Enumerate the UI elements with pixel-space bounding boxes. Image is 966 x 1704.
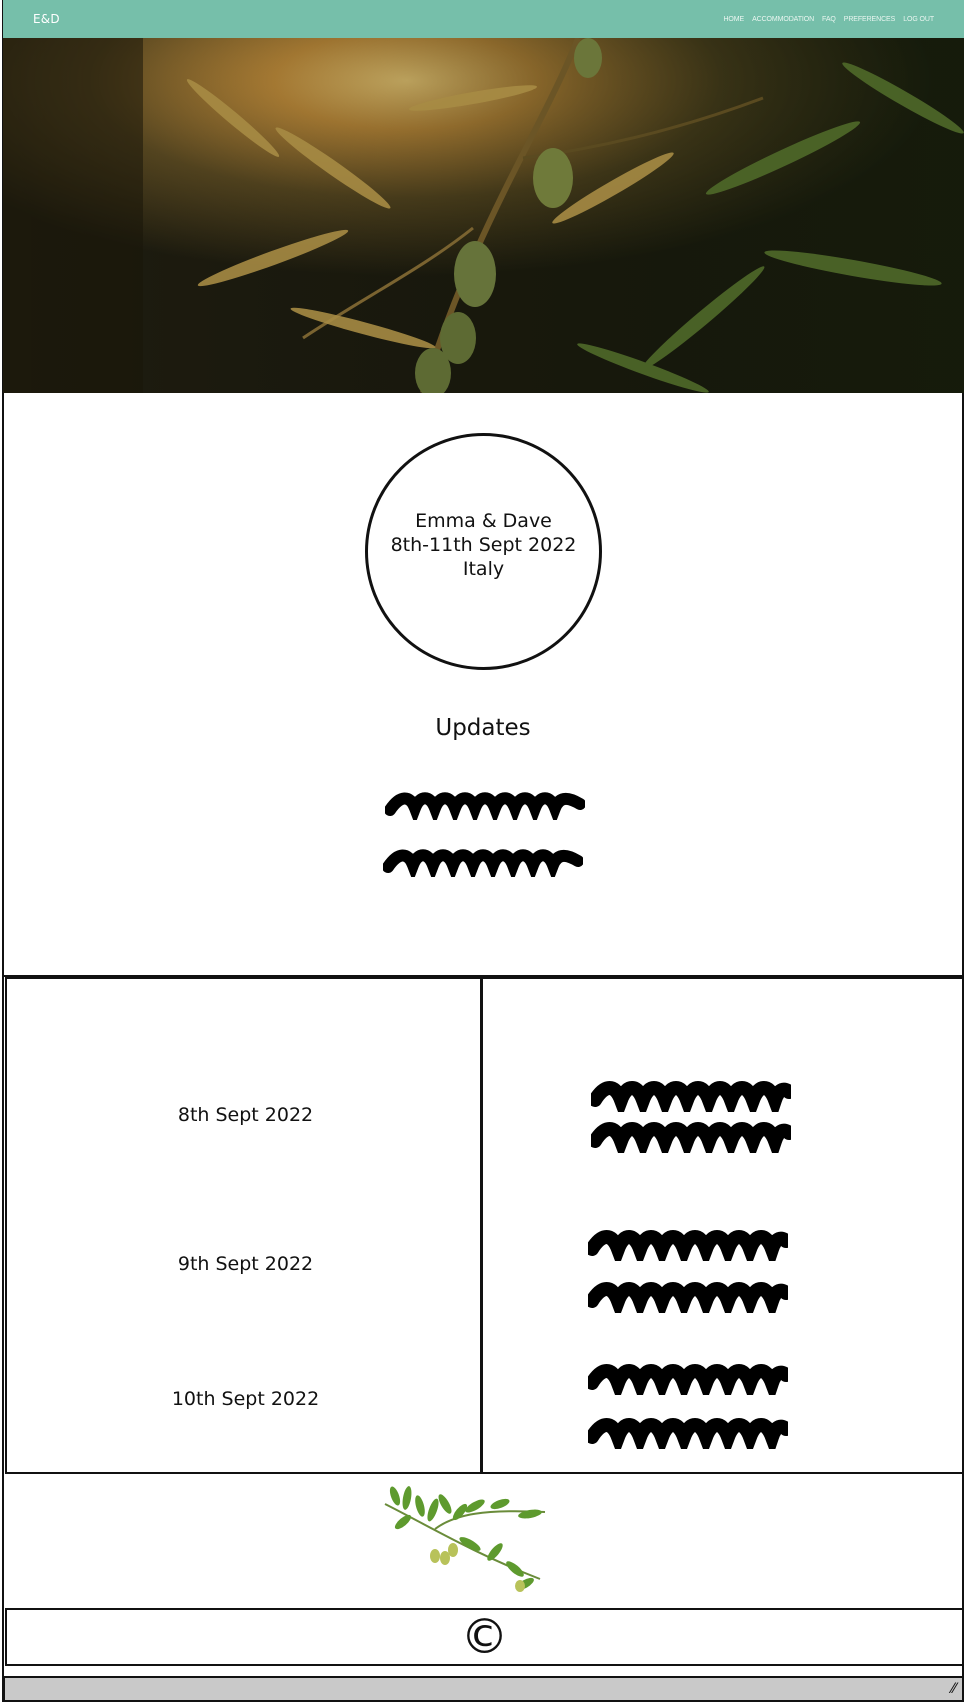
event-location: Italy [462, 557, 505, 580]
schedule-detail-placeholder [588, 1229, 788, 1261]
copyright-symbol: © [460, 1609, 509, 1665]
olive-branch-photo [3, 38, 964, 393]
event-dates: 8th-11th Sept 2022 [390, 533, 577, 556]
event-badge [365, 433, 602, 670]
schedule-detail-placeholder [588, 1363, 788, 1395]
schedule-day: 10th Sept 2022 [171, 1388, 320, 1410]
schedule-detail-placeholder [591, 1080, 791, 1112]
schedule-details-panel [481, 977, 964, 1474]
window-statusbar [3, 1676, 964, 1702]
update-item-placeholder [385, 790, 585, 820]
hero-image [3, 38, 964, 393]
schedule-day: 8th Sept 2022 [177, 1104, 314, 1126]
nav-accommodation[interactable]: ACCOMMODATION [752, 15, 815, 23]
schedule-detail-placeholder [588, 1417, 788, 1449]
top-nav [3, 0, 964, 38]
nav-links [723, 16, 934, 23]
nav-home[interactable]: HOME [723, 15, 745, 23]
olive-branch-icon [375, 1484, 550, 1594]
nav-preferences[interactable]: PREFERENCES [843, 15, 896, 23]
schedule-day: 9th Sept 2022 [177, 1253, 314, 1275]
update-item-placeholder [383, 847, 583, 877]
resize-grip-icon[interactable]: ⁄⁄ [951, 1681, 956, 1697]
couple-names: Emma & Dave [415, 509, 552, 532]
nav-faq[interactable]: FAQ [822, 15, 836, 23]
brand-logo[interactable]: E&D [33, 12, 60, 26]
schedule-detail-placeholder [591, 1121, 791, 1153]
footer [5, 1608, 964, 1666]
updates-heading: Updates [435, 715, 531, 741]
nav-logout[interactable]: LOG OUT [903, 15, 934, 23]
schedule-detail-placeholder [588, 1281, 788, 1313]
schedule-dates-panel [5, 977, 482, 1474]
